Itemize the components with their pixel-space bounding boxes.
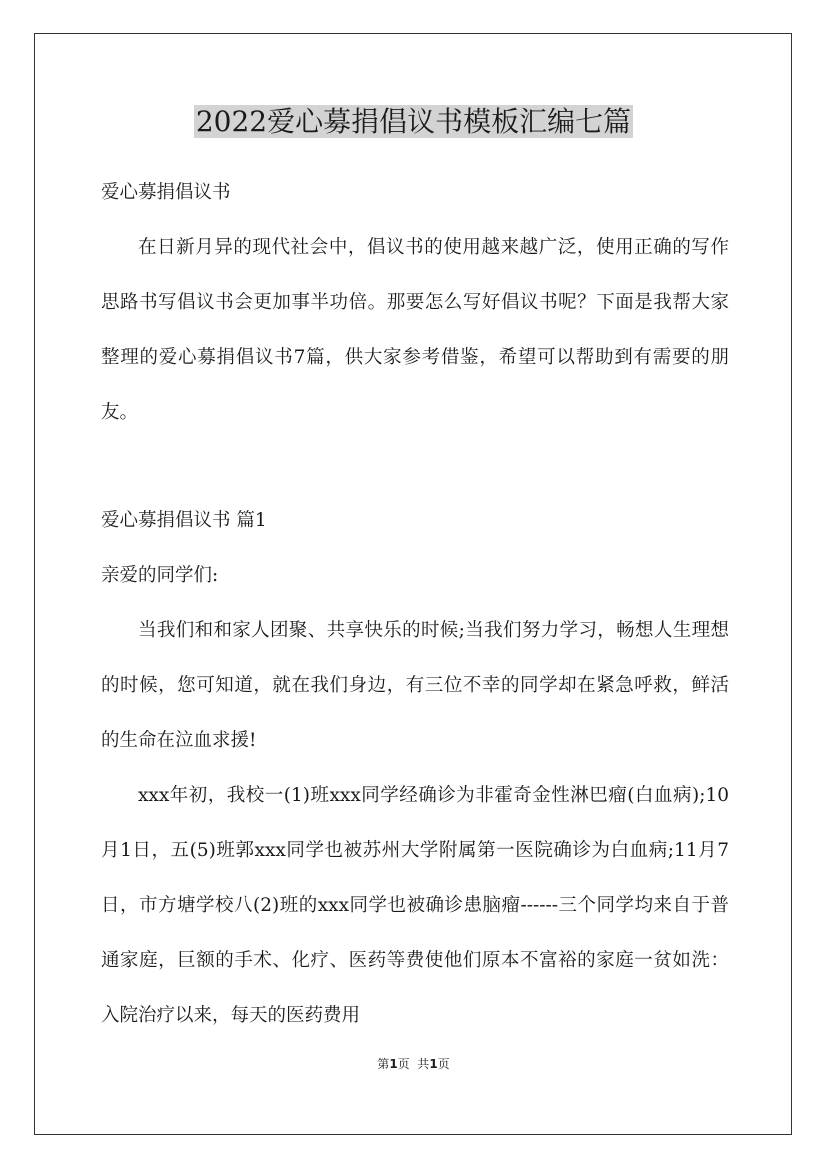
body-paragraph-2: xxx年初，我校一(1)班xxx同学经确诊为非霍奇金性淋巴瘤(白血病);10月1日，五(5)班郭xxx同学也被苏州大学附属第一医院确诊为白血病;11月7日，市方塘学校八(2)班的xxx同学也被确诊患脑瘤------三个同学均来自于普通家庭，巨额的手术、化疗、医药等费使他们原本不富裕的家庭一贫如洗：入院治疗以来，每天的医药费用 [101,785,729,1026]
intro-paragraph: 在日新月异的现代社会中，倡议书的使用越来越广泛，使用正确的写作思路书写倡议书会更加事半功倍。那要怎么写好倡议书呢？下面是我帮大家整理的爱心募捐倡议书7篇，供大家参考借鉴，希望可以帮助到有需要的朋友。 [101,237,729,423]
body-paragraph-1: 当我们和和家人团聚、共享快乐的时候;当我们努力学习，畅想人生理想的时候，您可知道，就在我们身边，有三位不幸的同学却在紧急呼救，鲜活的生命在泣血求援! [101,620,729,751]
salutation: 亲爱的同学们: [101,565,219,586]
page-mid: 页 共 [397,1057,430,1071]
page-suffix: 页 [437,1057,450,1071]
page-prefix: 第 [377,1057,390,1071]
page-total: 1 [429,1057,438,1071]
paragraph-gap [101,440,729,493]
document-title [0,100,827,144]
document-title-text: 2022爱心募捐倡议书模板汇编七篇 [195,105,632,138]
document-body [101,165,729,1043]
page-current: 1 [389,1057,398,1071]
article-heading: 爱心募捐倡议书 篇1 [101,510,267,531]
page-number-footer [0,1054,827,1074]
section-heading: 爱心募捐倡议书 [101,182,231,203]
